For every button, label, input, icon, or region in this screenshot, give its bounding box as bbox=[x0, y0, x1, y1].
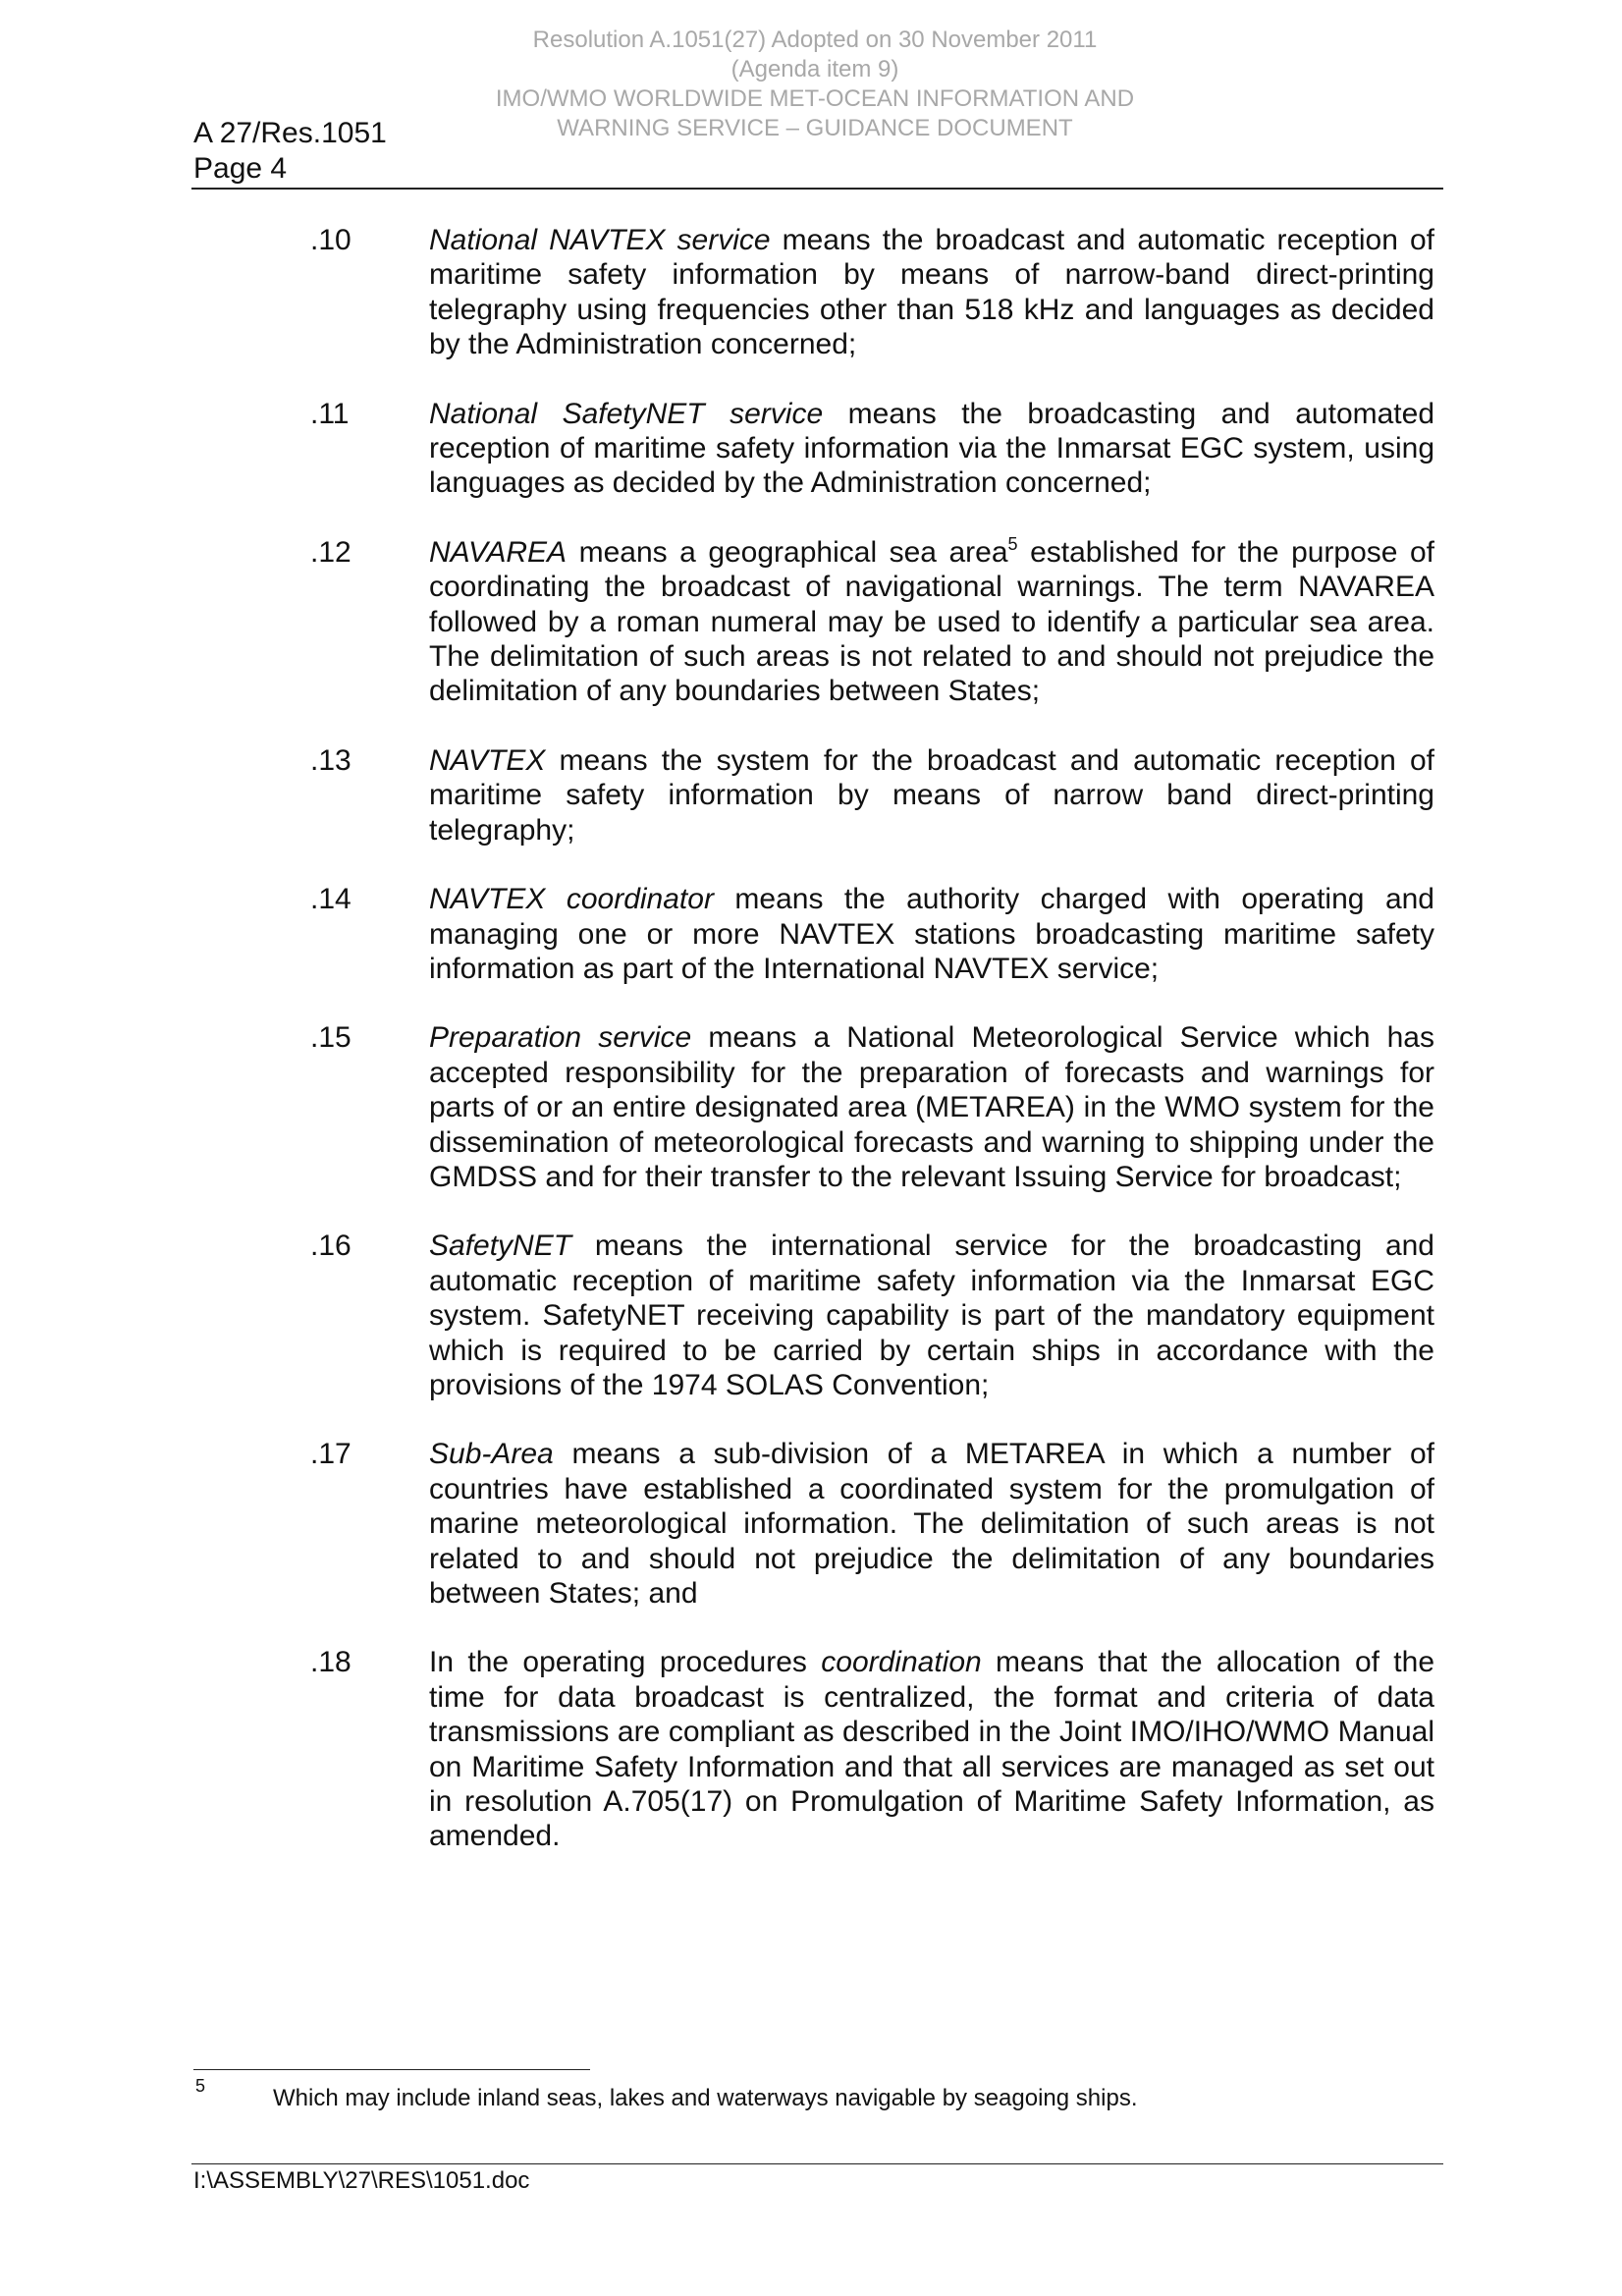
definitions-list bbox=[191, 223, 1443, 1888]
item-number: .10 bbox=[310, 224, 351, 256]
defined-term: Preparation service bbox=[429, 1021, 692, 1055]
defined-term: coordination bbox=[821, 1646, 982, 1679]
defined-term: NAVTEX coordinator bbox=[429, 883, 714, 916]
definition-item bbox=[191, 1020, 1443, 1194]
definition-text-continued: established for the purpose of coordinating the broadcast of navigational warnings. The term NAVAREA followed by a roman numeral may be used to identify a particular sea area. The delimitation of such areas is not related to and should not prejudice the delimitation of any boundaries between States; bbox=[429, 535, 1434, 708]
item-number: .17 bbox=[310, 1438, 351, 1471]
defined-term: National NAVTEX service bbox=[429, 224, 771, 256]
item-text bbox=[429, 535, 1434, 709]
definition-lead-text: In the operating procedures bbox=[429, 1646, 822, 1679]
item-number: .18 bbox=[310, 1646, 351, 1679]
item-text bbox=[429, 743, 1434, 847]
definition-item bbox=[191, 535, 1443, 709]
item-number: .14 bbox=[310, 883, 351, 916]
item-text bbox=[429, 223, 1434, 362]
item-number: .11 bbox=[310, 397, 350, 430]
definition-item bbox=[191, 1645, 1443, 1853]
defined-term: Sub-Area bbox=[429, 1438, 554, 1471]
item-text bbox=[429, 1645, 1434, 1853]
doc-ref-number: A 27/Res.1051 bbox=[193, 117, 387, 149]
definition-text: means a National Meteorological Service which has accepted responsibility for the preparation of forecasts and warnings for parts of or an entire designated area (METAREA) in the WMO system for the dissemination of meteorological forecasts and warning to shipping under the GMDSS and for their transfer to the relevant Issuing Service for broadcast; bbox=[429, 1021, 1434, 1193]
definition-item bbox=[191, 743, 1443, 847]
footer-file-path: I:\ASSEMBLY\27\RES\1051.doc bbox=[193, 2167, 530, 2194]
defined-term: National SafetyNET service bbox=[429, 397, 824, 430]
definition-item bbox=[191, 397, 1443, 501]
page-number: Page 4 bbox=[193, 152, 288, 185]
defined-term: NAVAREA bbox=[429, 535, 568, 569]
definition-text: means that the allocation of the time for data broadcast is centralized, the format and criteria of data transmissions are compliant as described in the Joint IMO/IHO/WMO Manual on Maritime Safety Information and that all services are managed as set out in resolution A.705(17) on Promulgation of Maritime Safety Information, as amended. bbox=[429, 1646, 1435, 1853]
watermark-line: WARNING SERVICE – GUIDANCE DOCUMENT bbox=[557, 115, 1073, 141]
definition-text: means the system for the broadcast and automatic reception of maritime safety information by means of narrow band direct-printing telegraphy; bbox=[429, 743, 1434, 847]
item-text bbox=[429, 397, 1434, 501]
definition-item bbox=[191, 1229, 1443, 1402]
definition-text: means a geographical sea area bbox=[567, 535, 1008, 569]
header-watermark bbox=[452, 26, 1178, 143]
defined-term: NAVTEX bbox=[429, 743, 546, 777]
footer-divider bbox=[191, 2163, 1443, 2164]
definition-item bbox=[191, 223, 1443, 362]
definition-text: means the international service for the broadcasting and automatic reception of maritime safety information via the Inmarsat EGC system. SafetyNET receiving capability is part of the mandatory equipment which is required to be carried by certain ships in accordance with the provisions of the 1974 SOLAS Convention; bbox=[429, 1230, 1434, 1401]
item-text bbox=[429, 1229, 1434, 1402]
document-reference bbox=[193, 116, 387, 187]
definition-item bbox=[191, 882, 1443, 986]
item-text bbox=[429, 882, 1434, 986]
footnote-text: Which may include inland seas, lakes and waterways navigable by seagoing ships. bbox=[273, 2085, 1138, 2111]
item-number: .13 bbox=[310, 743, 351, 777]
footnote-divider bbox=[193, 2069, 590, 2070]
definition-text: means a sub-division of a METAREA in which a number of countries have established a coordinated system for the promulgation of marine meteorological information. The delimitation of such areas is not related to and should not prejudice the delimitation of any boundaries between States; and bbox=[429, 1438, 1434, 1610]
item-number: .12 bbox=[310, 535, 351, 569]
definition-text: means the authority charged with operating and managing one or more NAVTEX stations broadcasting maritime safety information as part of the International NAVTEX service; bbox=[429, 883, 1434, 985]
definition-item bbox=[191, 1437, 1443, 1611]
definition-text: means the broadcasting and automated reception of maritime safety information via the Inmarsat EGC system, using languages as decided by the Administration concerned; bbox=[429, 397, 1435, 500]
defined-term: SafetyNET bbox=[429, 1230, 572, 1263]
footnote-number: 5 bbox=[195, 2076, 206, 2096]
watermark-line: (Agenda item 9) bbox=[730, 56, 899, 82]
item-text bbox=[429, 1020, 1434, 1194]
watermark-line: IMO/WMO WORLDWIDE MET-OCEAN INFORMATION AND bbox=[495, 85, 1135, 112]
watermark-line: Resolution A.1051(27) Adopted on 30 November 2011 bbox=[532, 27, 1098, 53]
item-text bbox=[429, 1437, 1434, 1611]
item-number: .15 bbox=[310, 1021, 351, 1055]
footnote-reference[interactable]: 5 bbox=[1007, 533, 1018, 554]
item-number: .16 bbox=[310, 1230, 351, 1263]
header-divider bbox=[191, 188, 1443, 190]
definition-text: means the broadcast and automatic reception of maritime safety information by means of narrow-band direct-printing telegraphy using frequencies other than 518 kHz and languages as decided by the Administration concerned; bbox=[429, 224, 1434, 361]
